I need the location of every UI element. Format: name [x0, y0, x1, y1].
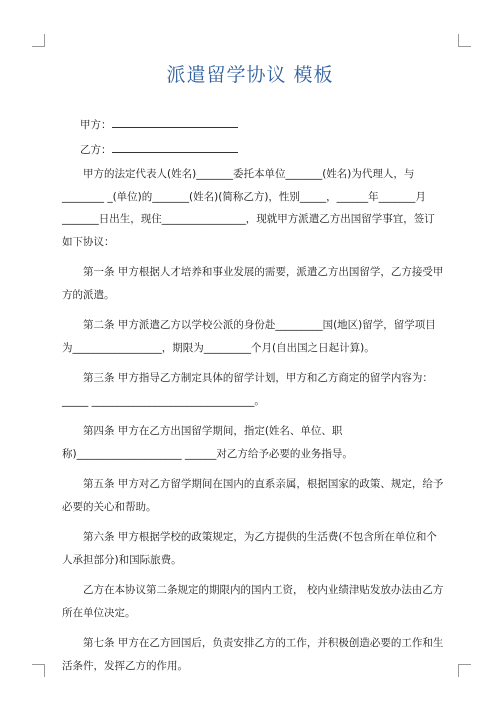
- party-b-label: 乙方：: [80, 144, 112, 156]
- party-a-label: 甲方：: [80, 119, 112, 131]
- page-corner-mark-top-right: [458, 34, 471, 47]
- party-a-blank[interactable]: [112, 116, 238, 128]
- page-corner-mark-bottom-left: [32, 664, 45, 677]
- party-a-line: [80, 116, 238, 132]
- paragraph-article-1: 第一条 甲方根据人才培养和事业发展的需要，派遣乙方出国留学，乙方接受甲方的派遣。: [62, 266, 444, 301]
- document-title: 派遣留学协议 模板: [166, 64, 334, 86]
- paragraph-preamble: 甲方的法定代表人(姓名)_______委托本单位_______(姓名)为代理人，与________ _(单位)的_______(姓名)(简称乙方)，性别_____，______年_______月_______日出生，现住________________，现就甲方派遣乙方出国留学事宜，签订如下协议：: [62, 168, 435, 248]
- paragraph-article-7: 第七条 甲方在乙方回国后，负责安排乙方的工作，并积极创造必要的工作和生活条件，发挥乙方的作用。: [62, 637, 444, 672]
- paragraph-article-6: 第六条 甲方根据学校的政策规定，为乙方提供的生活费(不包含所在单位和个人承担部分)和国际旅费。: [62, 531, 437, 566]
- paragraph-article-2: 第二条 甲方派遣乙方以学校公派的身份赴_________国(地区)留学，留学项目为_________________，期限为_________个月(自出国之日起计算)。: [62, 319, 436, 354]
- page-corner-mark-bottom-right: [458, 664, 471, 677]
- paragraph-article-5: 第五条 甲方对乙方留学期间在国内的直系亲属，根据国家的政策、规定，给予必要的关心和帮助。: [62, 478, 444, 513]
- paragraph-salary-note: 乙方在本协议第二条规定的期限内的国内工资， 校内业绩津贴发放办法由乙方所在单位决定。: [62, 584, 444, 619]
- paragraph-article-4: 第四条 甲方在乙方出国留学期间，指定(姓名、单位、职称)____________________ ______对乙方给予必要的业务指导。: [62, 425, 353, 460]
- party-b-blank[interactable]: [112, 141, 238, 153]
- page-corner-mark-top-left: [32, 34, 45, 47]
- paragraph-article-3: 第三条 甲方指导乙方制定具体的留学计划，甲方和乙方商定的留学内容为：_____ _______________________________。: [62, 372, 433, 407]
- party-b-line: [80, 141, 238, 157]
- agreement-body: [62, 163, 444, 685]
